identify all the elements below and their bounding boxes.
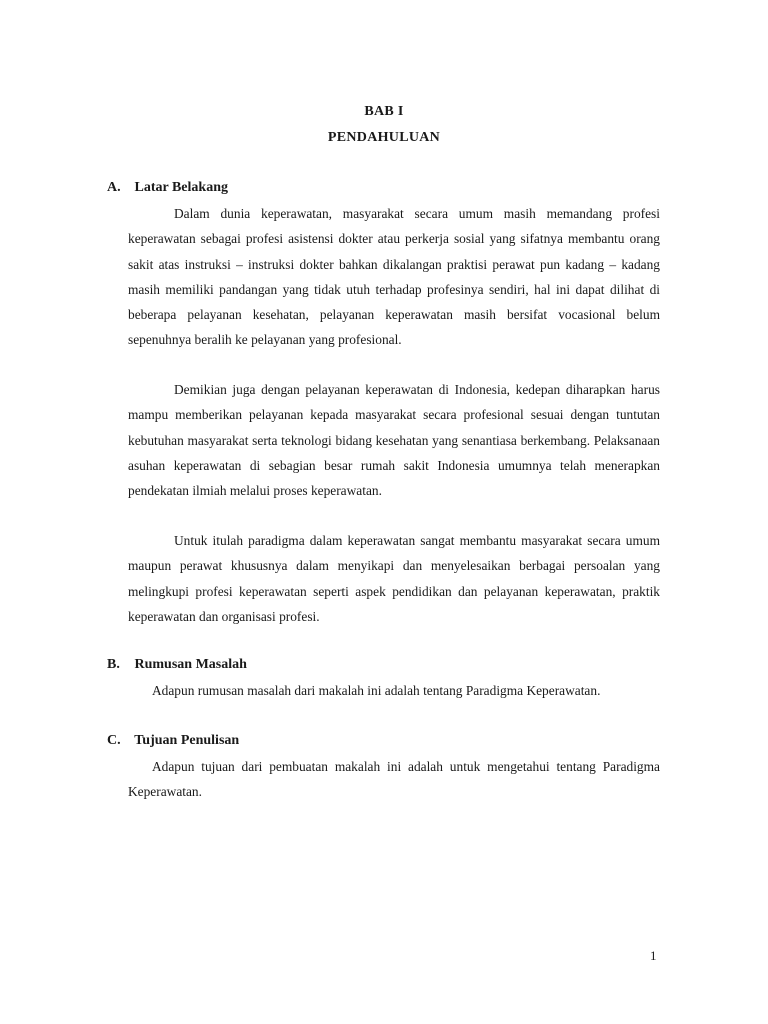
section-title: Latar Belakang [134, 180, 228, 195]
paragraph-tujuan-penulisan: Adapun tujuan dari pembuatan makalah ini adalah untuk mengetahui tentang Paradigma Keperawatan. [128, 759, 660, 800]
section-heading-b [107, 657, 247, 673]
chapter-number: BAB I [364, 104, 404, 119]
section-heading-a [107, 180, 228, 196]
paragraph-latar-belakang-3: Untuk itulah paradigma dalam keperawatan sangat membantu masyarakat secara umum maupun perawat khususnya dalam menyikapi dan menyelesaikan berbagai persoalan yang melingkupi profesi keperawatan seperti aspek pendidikan dan pelayanan keperawatan, praktik keperawatan dan organisasi profesi. [128, 533, 660, 624]
chapter-title: PENDAHULUAN [327, 130, 441, 145]
page-number: 1 [650, 948, 657, 963]
section-letter: A. [107, 180, 121, 195]
section-title: Tujuan Penulisan [134, 733, 240, 748]
paragraph-latar-belakang-2: Demikian juga dengan pelayanan keperawatan di Indonesia, kedepan diharapkan harus mampu memberikan pelayanan kepada masyarakat secara profesional sesuai dengan tuntutan kebutuhan masyarakat serta teknologi bidang kesehatan yang senantiasa berkembang. Pelaksanaan asuhan keperawatan di sebagian besar rumah sakit Indonesia umumnya telah menerapkan pendekatan ilmiah melalui proses keperawatan. [128, 382, 660, 499]
paragraph-rumusan-masalah: Adapun rumusan masalah dari makalah ini adalah tentang Paradigma Keperawatan. [152, 683, 601, 698]
section-letter: C. [107, 733, 121, 748]
section-letter: B. [107, 657, 120, 672]
section-title: Rumusan Masalah [134, 657, 247, 672]
paragraph-latar-belakang-1: Dalam dunia keperawatan, masyarakat secara umum masih memandang profesi keperawatan sebagai profesi asistensi dokter atau perkerja sosial yang sifatnya membantu orang sakit atas instruksi – instruksi dokter bahkan dikalangan praktisi perawat pun kadang – kadang masih memiliki pandangan yang tidak utuh terhadap profesinya sendiri, hal ini dapat dilihat di beberapa pelayanan kesehatan, pelayanan keperawatan masih bersifat vocasional belum sepenuhnya beralih ke pelayanan yang profesional. [128, 206, 660, 348]
section-heading-c [107, 733, 239, 749]
